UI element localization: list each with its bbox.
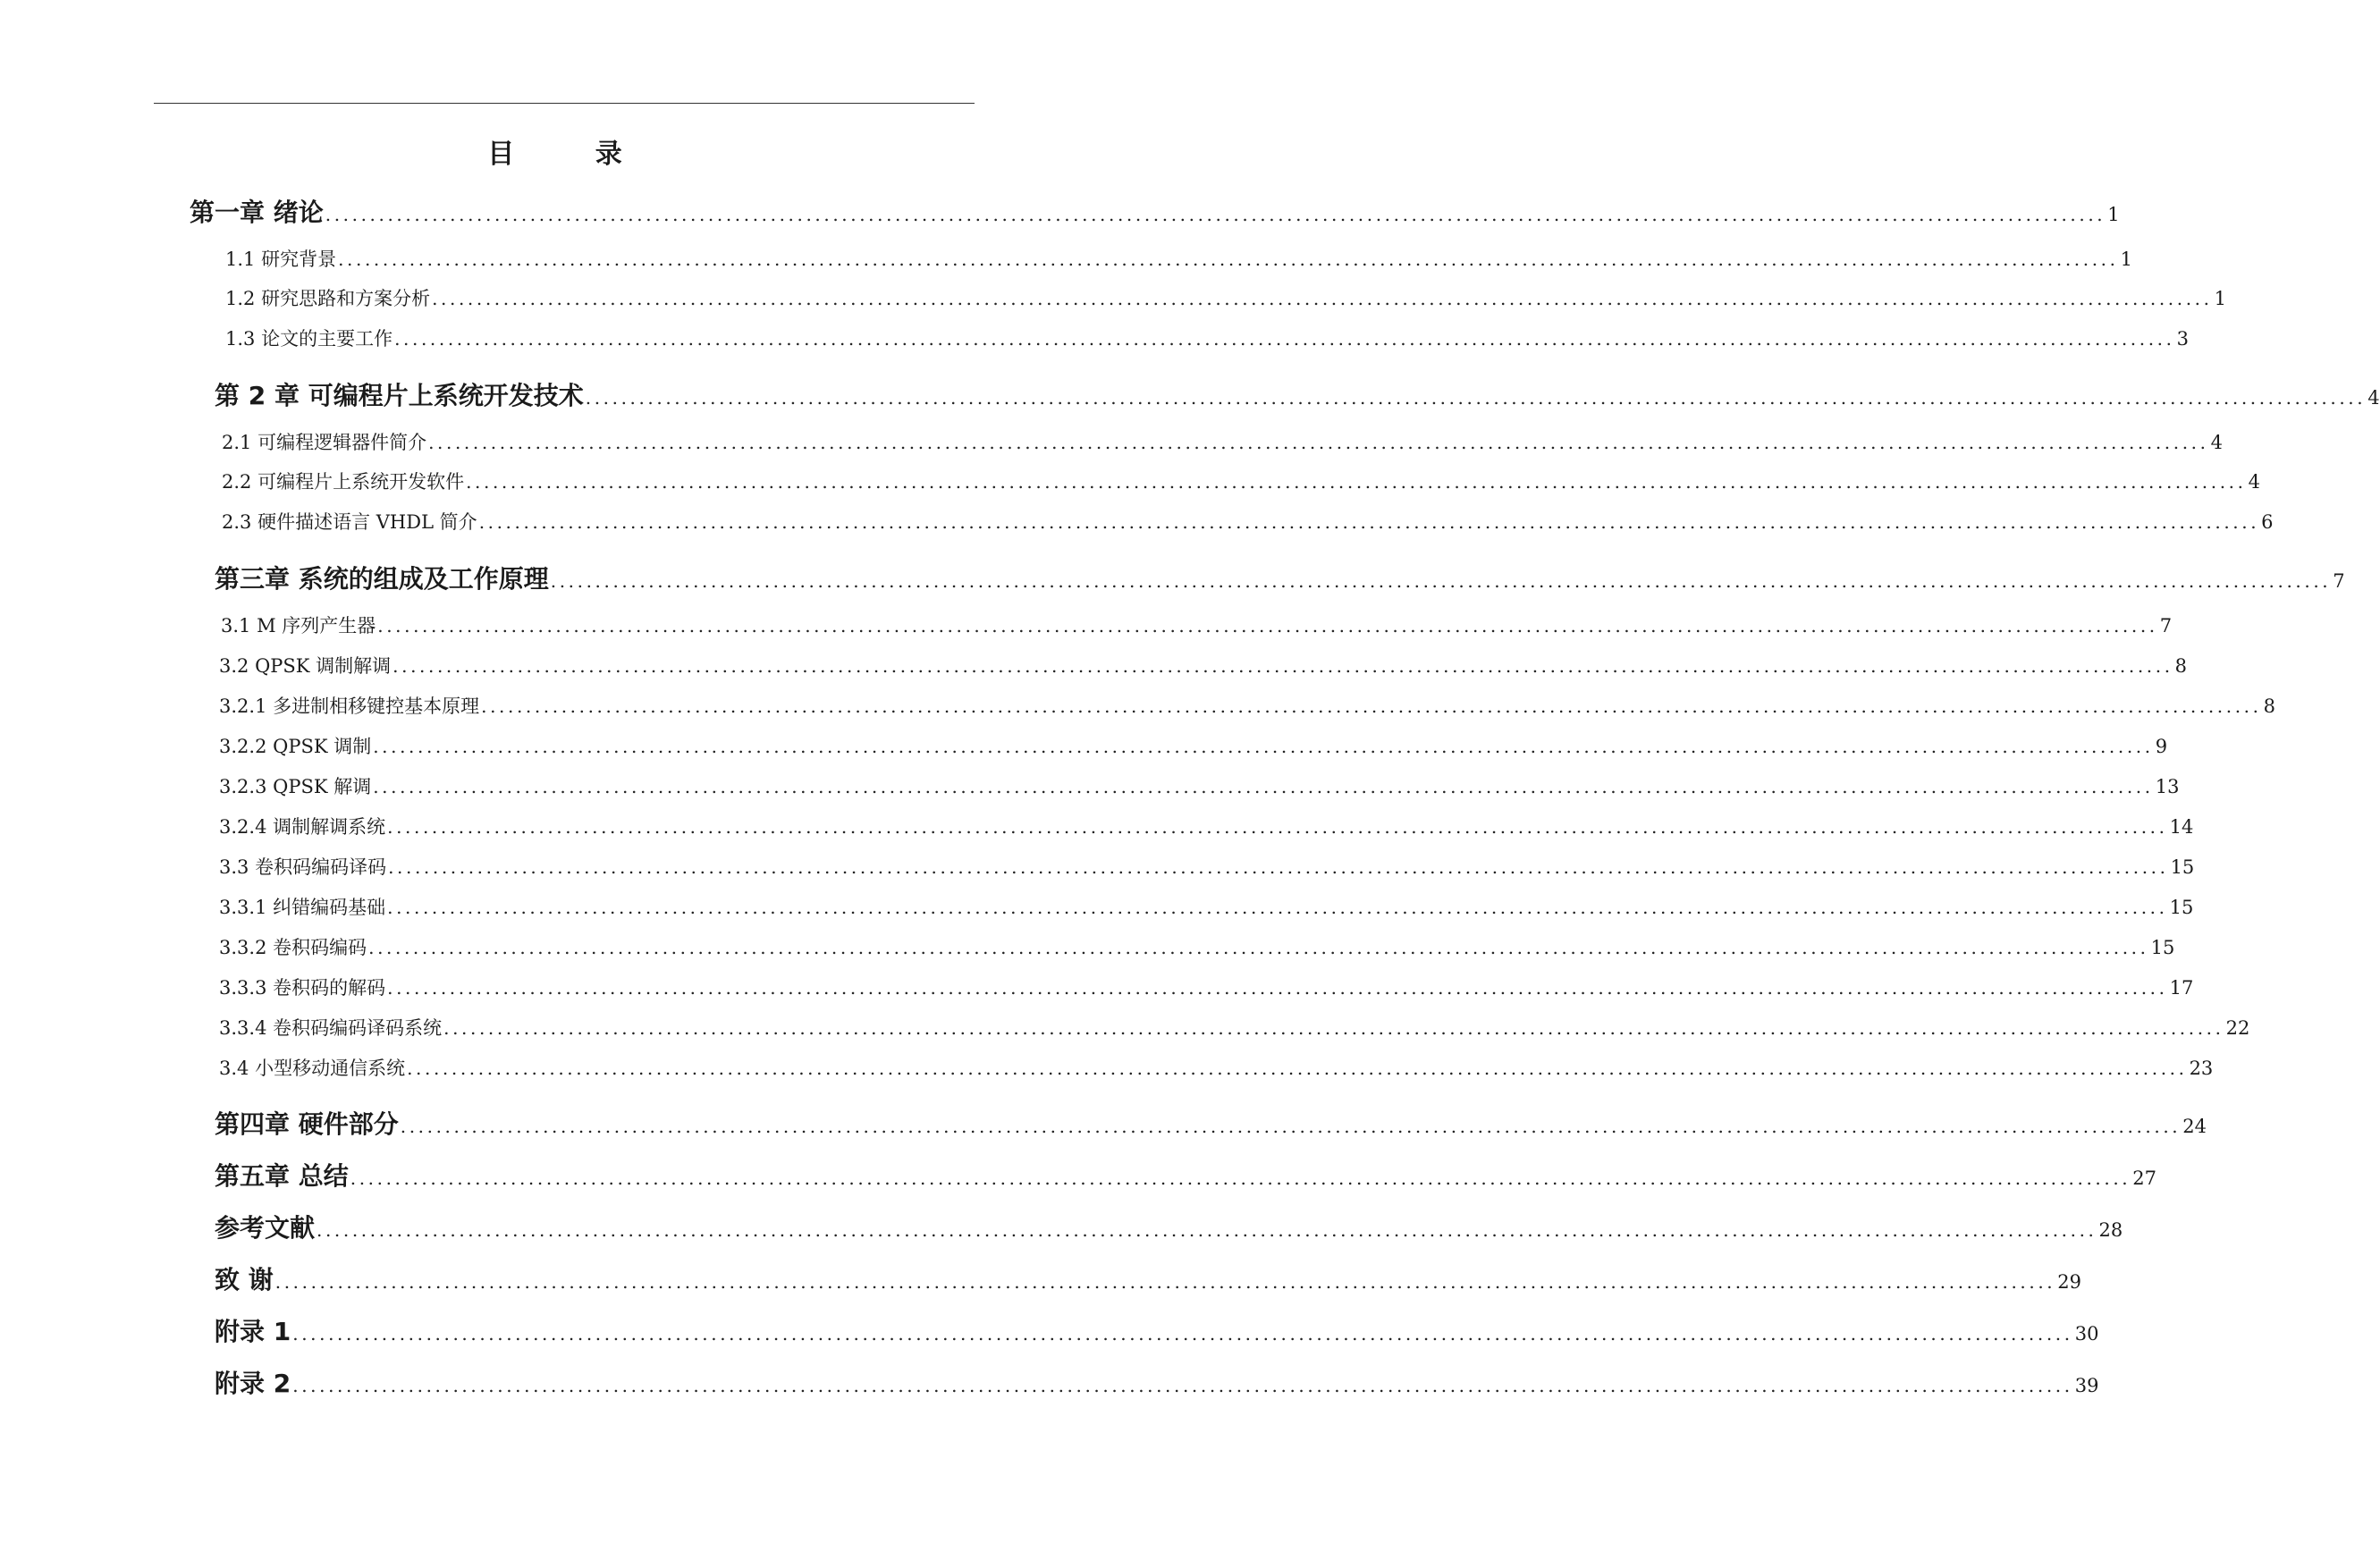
toc-title: 目 录 (487, 139, 658, 170)
dot-leader: ........................................................................................................................................................................................................ (394, 328, 2175, 350)
dot-leader: ........................................................................................................................................................................................................ (377, 615, 2158, 636)
toc-page-number: 30 (2074, 1323, 2099, 1345)
toc-entry-label: 3.2 QPSK 调制解调 (219, 655, 392, 677)
toc-entry-label: 1.3 论文的主要工作 (225, 328, 393, 350)
dot-leader: ........................................................................................................................................................................................................ (387, 897, 2168, 918)
toc-page-number: 27 (2132, 1168, 2156, 1189)
toc-page-number: 4 (2367, 387, 2380, 409)
toc-section-entry[interactable] (219, 732, 2168, 759)
dot-leader: ........................................................................................................................................................................................................ (400, 1116, 2182, 1137)
toc-entry-label: 2.2 可编程片上系统开发软件 (222, 471, 465, 493)
toc-entry-label: 2.3 硬件描述语言 VHDL 简介 (222, 511, 477, 533)
toc-section-entry[interactable] (219, 974, 2194, 1000)
dot-leader: ........................................................................................................................................................................................................ (368, 937, 2149, 958)
toc-section-entry[interactable] (225, 325, 2189, 351)
toc-page-number: 29 (2057, 1271, 2081, 1293)
toc-page-number: 28 (2098, 1219, 2123, 1241)
toc-section-entry[interactable] (222, 428, 2223, 455)
toc-entry-label: 3.2.2 QPSK 调制 (219, 736, 372, 757)
toc-entry-label: 1.1 研究背景 (225, 249, 337, 270)
toc-page-number: 1 (2214, 288, 2226, 309)
toc-section-entry[interactable] (219, 772, 2180, 799)
dot-leader: ........................................................................................................................................................................................................ (481, 695, 2262, 717)
toc-entry-label: 附录 1 (215, 1317, 291, 1346)
toc-chapter-entry[interactable] (215, 1209, 2123, 1244)
toc-chapter-entry[interactable] (215, 376, 2380, 412)
toc-section-entry[interactable] (219, 692, 2275, 719)
toc-section-entry[interactable] (219, 813, 2194, 839)
toc-page-number: 6 (2261, 511, 2274, 533)
toc-section-entry[interactable] (219, 893, 2194, 920)
toc-page-number: 13 (2155, 776, 2180, 797)
dot-leader: ........................................................................................................................................................................................................ (407, 1058, 2188, 1079)
toc-page-number: 23 (2189, 1058, 2214, 1079)
toc-entry-label: 3.4 小型移动通信系统 (219, 1058, 406, 1079)
dot-leader: ........................................................................................................................................................................................................ (325, 204, 2106, 225)
dot-leader: ........................................................................................................................................................................................................ (316, 1219, 2097, 1241)
dot-leader: ........................................................................................................................................................................................................ (585, 387, 2367, 409)
toc-page-number: 7 (2159, 615, 2173, 636)
toc-section-entry[interactable] (222, 508, 2274, 535)
dot-leader: ........................................................................................................................................................................................................ (387, 977, 2168, 999)
dot-leader: ........................................................................................................................................................................................................ (387, 816, 2168, 838)
toc-page-number: 15 (2170, 856, 2195, 878)
toc-entry-label: 3.3.4 卷积码编码译码系统 (219, 1017, 443, 1039)
toc-entry-label: 附录 2 (215, 1369, 291, 1398)
toc-entry-label: 第五章 总结 (215, 1161, 349, 1191)
toc-page-number: 4 (2210, 432, 2223, 453)
toc-section-entry[interactable] (219, 933, 2175, 960)
toc-section-entry[interactable] (222, 468, 2260, 494)
toc-chapter-entry[interactable] (215, 560, 2345, 595)
toc-page-number: 39 (2074, 1375, 2099, 1396)
dot-leader: ........................................................................................................................................................................................................ (373, 776, 2154, 797)
dot-leader: ........................................................................................................................................................................................................ (392, 655, 2173, 677)
toc-page-number: 22 (2225, 1017, 2250, 1039)
toc-page-number: 8 (2263, 695, 2275, 717)
dot-leader: ........................................................................................................................................................................................................ (373, 736, 2154, 757)
toc-section-entry[interactable] (225, 245, 2132, 272)
toc-entry-label: 第四章 硬件部分 (215, 1109, 399, 1139)
toc-entry-label: 第 2 章 可编程片上系统开发技术 (215, 381, 584, 410)
toc-section-entry[interactable] (221, 611, 2173, 638)
toc-page-number: 1 (2107, 204, 2120, 225)
toc-entry-label: 3.2.4 调制解调系统 (219, 816, 386, 838)
toc-page-number: 24 (2182, 1116, 2207, 1137)
toc-entry-label: 3.3.2 卷积码编码 (219, 937, 367, 958)
toc-page-number: 3 (2176, 328, 2189, 350)
toc-entry-label: 第三章 系统的组成及工作原理 (215, 564, 549, 594)
toc-entry-label: 3.1 M 序列产生器 (221, 615, 376, 636)
toc-entry-label: 3.2.1 多进制相移键控基本原理 (219, 695, 480, 717)
dot-leader: ........................................................................................................................................................................................................ (292, 1375, 2073, 1396)
toc-page-number: 17 (2169, 977, 2194, 999)
dot-leader: ........................................................................................................................................................................................................ (350, 1168, 2131, 1189)
toc-entry-label: 3.2.3 QPSK 解调 (219, 776, 372, 797)
dot-leader: ........................................................................................................................................................................................................ (388, 856, 2169, 878)
toc-page-number: 4 (2248, 471, 2260, 493)
toc-entry-label: 3.3.1 纠错编码基础 (219, 897, 386, 918)
toc-chapter-entry[interactable] (190, 193, 2120, 229)
toc-page-number: 7 (2333, 570, 2345, 592)
toc-chapter-entry[interactable] (215, 1105, 2207, 1141)
toc-entry-label: 3.3 卷积码编码译码 (219, 856, 387, 878)
toc-entry-label: 1.2 研究思路和方案分析 (225, 288, 431, 309)
dot-leader: ........................................................................................................................................................................................................ (550, 570, 2332, 592)
toc-entry-label: 第一章 绪论 (190, 198, 324, 227)
toc-chapter-entry[interactable] (215, 1312, 2099, 1348)
toc-page-number: 15 (2169, 897, 2194, 918)
toc-section-entry[interactable] (225, 284, 2226, 311)
toc-section-entry[interactable] (219, 652, 2188, 679)
toc-page-number: 8 (2174, 655, 2188, 677)
toc-page-number: 9 (2155, 736, 2168, 757)
toc-page-number: 15 (2150, 937, 2175, 958)
toc-section-entry[interactable] (219, 1054, 2214, 1081)
toc-entry-label: 3.3.3 卷积码的解码 (219, 977, 386, 999)
dot-leader: ........................................................................................................................................................................................................ (292, 1323, 2073, 1345)
toc-chapter-entry[interactable] (215, 1364, 2099, 1400)
toc-entry-label: 参考文献 (215, 1213, 316, 1243)
toc-page-number: 1 (2120, 249, 2132, 270)
header-rule (154, 103, 975, 104)
toc-section-entry[interactable] (219, 853, 2195, 880)
toc-entry-label: 2.1 可编程逻辑器件简介 (222, 432, 427, 453)
dot-leader: ........................................................................................................................................................................................................ (274, 1271, 2056, 1293)
dot-leader: ........................................................................................................................................................................................................ (432, 288, 2213, 309)
toc-entry-label: 致 谢 (215, 1265, 274, 1294)
dot-leader: ........................................................................................................................................................................................................ (443, 1017, 2224, 1039)
toc-page-number: 14 (2169, 816, 2194, 838)
dot-leader: ........................................................................................................................................................................................................ (338, 249, 2119, 270)
toc-chapter-entry[interactable] (215, 1260, 2081, 1296)
dot-leader: ........................................................................................................................................................................................................ (466, 471, 2247, 493)
dot-leader: ........................................................................................................................................................................................................ (428, 432, 2209, 453)
dot-leader: ........................................................................................................................................................................................................ (478, 511, 2260, 533)
toc-chapter-entry[interactable] (215, 1157, 2156, 1193)
toc-section-entry[interactable] (219, 1014, 2250, 1041)
